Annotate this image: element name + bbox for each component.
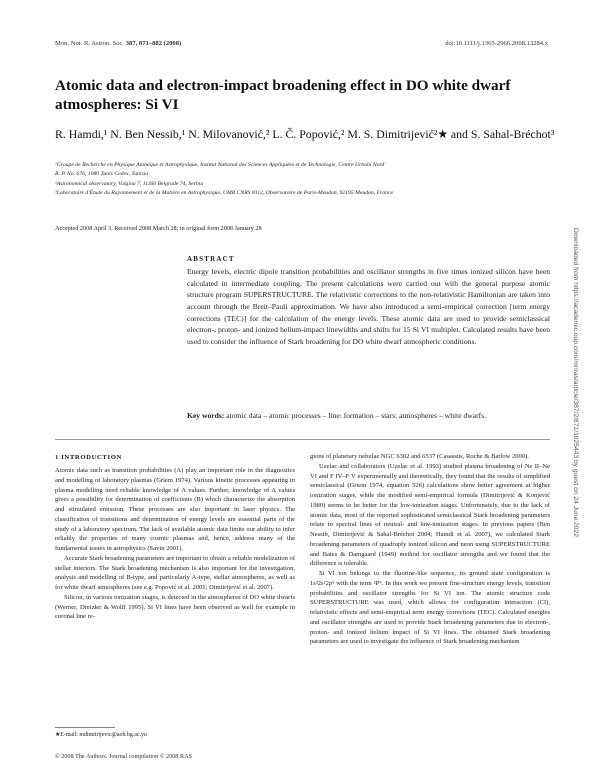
paragraph: Silicon, in various ionization stages, is detected in the atmospheres of DO white dwarfs (Werner, Dreizler & Wolff 1995). Si VI lines have been observed as well for example in coronal line re- <box>55 593 295 621</box>
left-column <box>55 466 295 622</box>
paragraph: Accurate Stark broadening parameters are important to obtain a reliable modelization of stellar interiors. The Stark broadening mechanism is also important for the investigation, analysis and modelling of B-type, and particularly A-type, stellar atmospheres, as well as for white dwarf atmospheres (see e.g. Popović et al. 2001; Dimitrijević et al. 2007). <box>55 554 295 591</box>
abstract-heading: ABSTRACT <box>187 255 235 263</box>
affiliation-1: ¹Groupe de Recherche en Physique Atomique et Astrophysique, Institut National des Sciences Appliquées et de Technologie, Centre Urbain Nord <box>55 162 385 168</box>
author-list: R. Hamdi,¹ N. Ben Nessib,¹ N. Milovanović,² L. Č. Popović,² M. S. Dimitrijević²★ and S. Sahal-Bréchot³ <box>55 127 555 141</box>
keywords-list: atomic data – atomic processes – line: formation – stars: atmospheres – white dwarfs. <box>226 411 487 420</box>
affiliation-2: ²Astronomical observatory, Volgina 7, 11160 Belgrade 74, Serbia <box>55 180 204 187</box>
volume-pages: 387, 871–882 (2008) <box>125 40 182 47</box>
received-accepted-dates: Accepted 2008 April 3. Received 2008 March 28; in original form 2008 January 28 <box>55 225 262 232</box>
download-watermark <box>571 228 581 768</box>
copyright-notice: © 2008 The Authors. Journal compilation © 2008 RAS <box>55 753 192 760</box>
right-column <box>310 452 550 647</box>
corresponding-author-email[interactable]: ★E-mail: mdimitrijevic@aob.bg.ac.yu <box>55 732 147 738</box>
abstract-text: Energy levels, electric dipole transition probabilities and oscillator strengths in five times ionized silicon have been calculated in intermediate coupling. The present calculations were carried out with the general purpose atomic structure program SUPERSTRUCTURE. The relativistic corrections to the non-relativistic Hamiltonian are taken into account through the Breit–Pauli approximation. We have also introduced a semi-empirical correction [term energy corrections (TEC)] for the calculation of the energy levels. These atomic data are used to provide semiclassical electron-, proton- and ionized helium-impact linewidths and shifts for 15 Si VI multiplet. Calculated results have been used to consider the influence of Stark broadening for DO white dwarf atmospheric conditions. <box>187 267 550 346</box>
running-header-left <box>55 40 181 47</box>
doi[interactable]: doi:10.1111/j.1365-2966.2008.13284.x <box>445 40 548 47</box>
paper-title: Atomic data and electron-impact broadening effect in DO white dwarf atmospheres: Si VI <box>55 77 511 113</box>
paragraph: Si VI ion belongs to the fluorine-like sequence, its ground state configuration is 1s²2s²2p⁵ with the term ²P°. In this work we present fine-structure energy levels, transition probabilities and oscillator strengths for Si VI ion. The atomic structure code SUPERSTRUCTURE was used, which allows for configuration interaction (CI), relativistic effects and semi-empirical term energy corrections (TEC). Calculated energies and oscillator strengths are used to provide Stark broadening parameters due to electron-, proton- and ionized helium impact of Si VI lines. The obtained Stark broadening parameters are used to investigate the influence of Stark broadening mechanism <box>310 570 550 646</box>
section-heading-introduction: 1 INTRODUCTION <box>55 454 122 461</box>
paragraph: Uzelac and collaborators (Uzelac et al. 1993) studied plasma broadening of Ne II–Ne VI and F IV–F V experimentally and theoretically, they found that the results of simplified semiclassical (Griem 1974, equation 526) calculations show better agreement at higher ionization stages, while the modified semi-empirical formula (Dimitrijević & Konjević 1980) seems to be better for the low-ionization stages. Unfortunately, due to the lack of atomic data, most of the reported sophisticated semiclassical Stark broadening parameters relate to spectral lines of neutral- and low-ionization stages. In previous papers (Ben Nessib, Dimitrijević & Sahal-Bréchot 2004; Hamdi et al. 2007), we calculated Stark broadening parameters of quadruply ionized silicon and neon using SUPERSTRUCTURE and Bates & Damgaard (1949) method for oscillator strengths and we found that the difference is tolerable. <box>310 462 550 568</box>
keywords-label: Key words: <box>187 411 225 420</box>
paragraph: Atomic data such as transition probabilities (A) play an important role in the diagnostics and modelling of laboratory plasmas (Griem 1974). Various kinetic processes appearing in plasma modelling need reliable knowledge of A values. Further, knowledge of A values gives a possibility for determination of coefficients (B) which characterize the absorption and stimulated emission. These processes are also important in laser physics. The classification of transitions and determination of energy levels are essential parts of the study of a laboratory spectrum. The lack of available atomic data limits our ability to infer reliably the properties of many cosmic plasmas and, hence, address many of the fundamental issues in astrophysics (Savin 2001). <box>55 467 295 552</box>
download-watermark-text: Downloaded from https://academic.oup.com/mnras/article/387/2/871/1025443 by guest on 24 June 2022 <box>572 228 579 537</box>
affiliations <box>55 161 555 199</box>
affiliation-1-cont: B. P. No. 676, 1080 Tunis Cedex, Tunisia <box>55 171 149 178</box>
footnote-divider <box>55 727 115 728</box>
journal-name: Mon. Not. R. Astron. Soc. <box>55 40 125 47</box>
keywords <box>187 410 550 422</box>
affiliation-3: ³Laboratoire d'Étude du Rayonnement et de la Matière en Astrophysique, UMR CNRS 8112, Observatoire de Paris-Meudon, 92195 Meudon, France <box>55 190 394 197</box>
paragraph: gions of planetary nebulae NGC 6302 and 6537 (Casassus, Roche & Barlow 2000). <box>310 453 529 460</box>
section-divider <box>55 439 550 440</box>
